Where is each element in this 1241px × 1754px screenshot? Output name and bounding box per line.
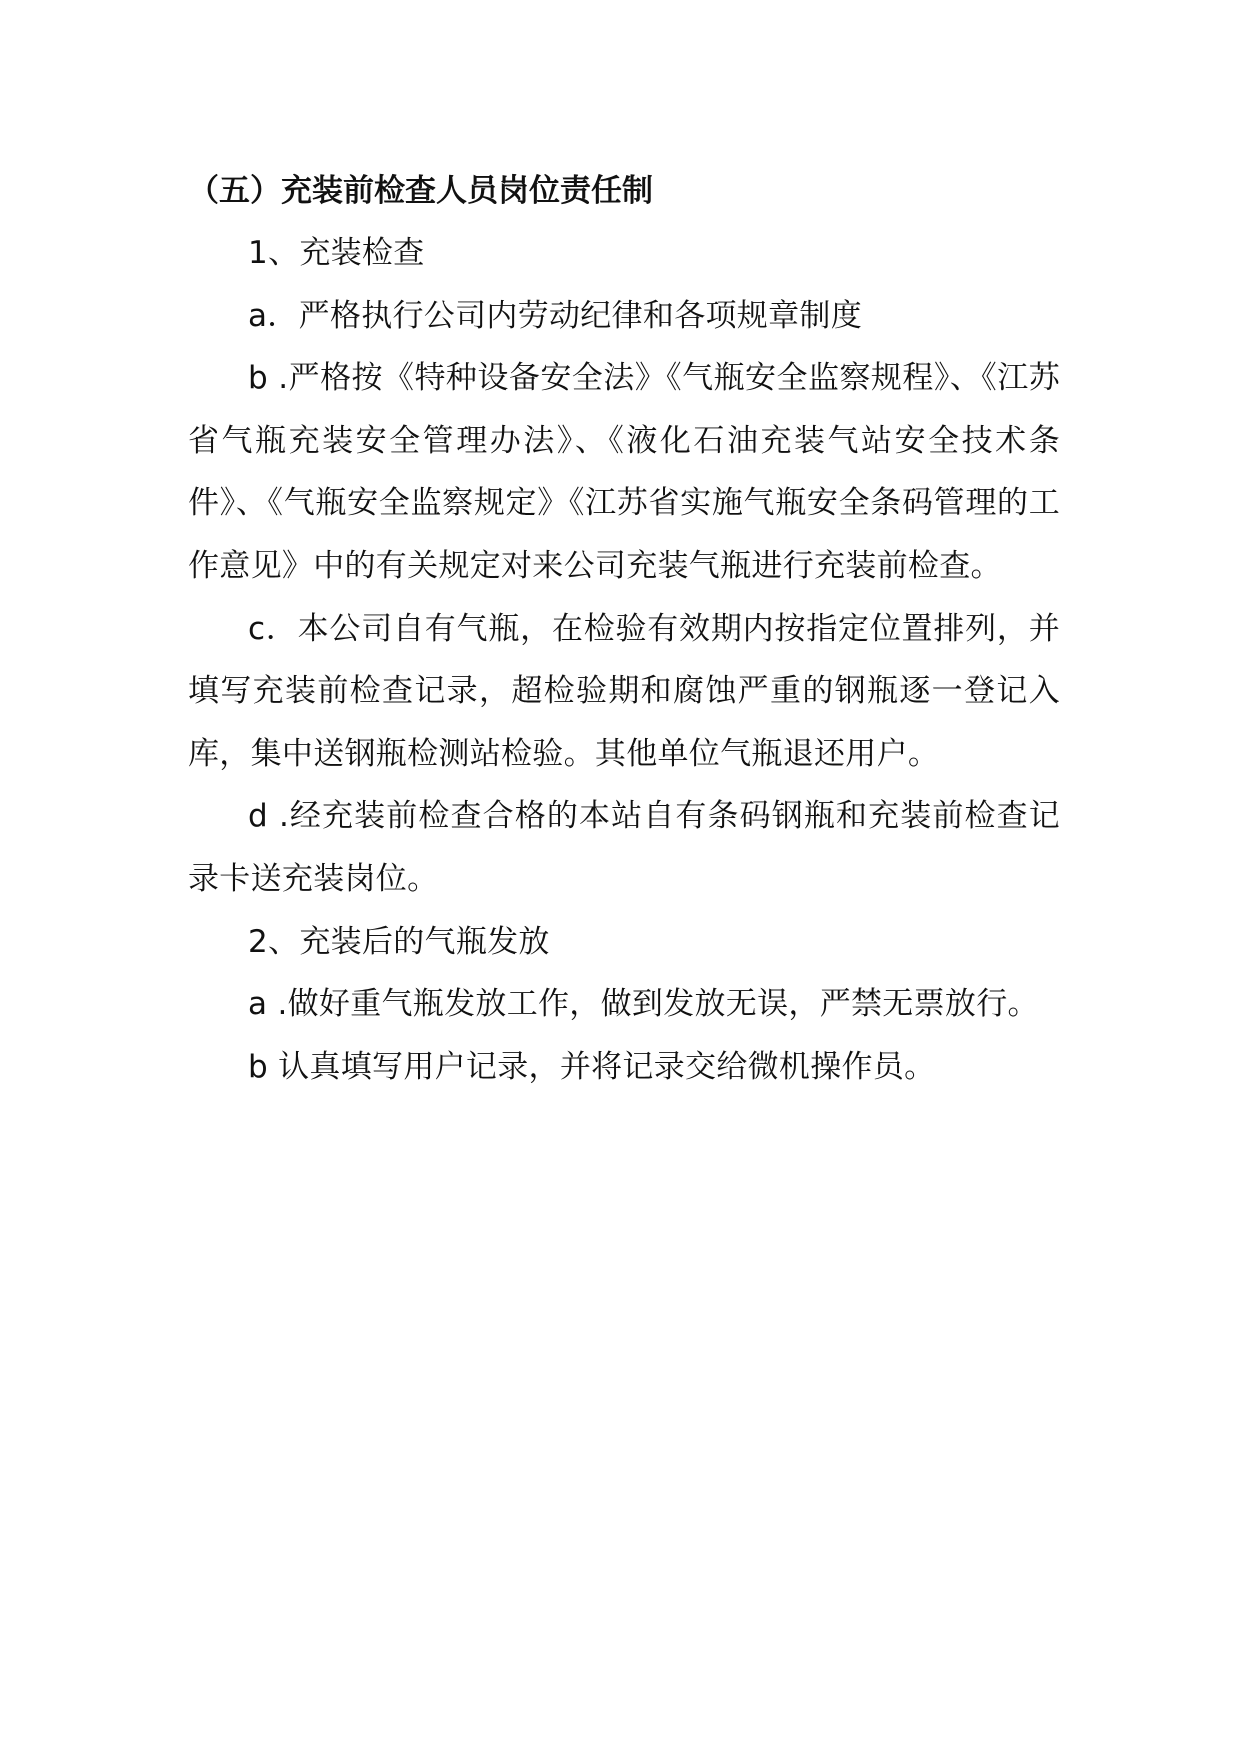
rule-paragraph-b: b .严格按《特种设备安全法》《气瓶安全监察规程》、《江苏省气瓶充装安全管理办法》、《液化石油充装气站安全技术条件》、《气瓶安全监察规定》《江苏省实施气瓶安全条码管理的工作意见》中的有关规定对来公司充装气瓶进行充装前检查。 — [188, 360, 1060, 584]
section-heading: （五）充装前检查人员岗位责任制 — [188, 173, 653, 209]
subsection-title-inspection: 1、充装检查 — [248, 235, 425, 271]
subsection-title-dispatch: 2、充装后的气瓶发放 — [248, 923, 550, 960]
document-page — [188, 160, 1060, 1098]
rule-paragraph-c: c．本公司自有气瓶，在检验有效期内按指定位置排列，并填写充装前检查记录，超检验期和腐蚀严重的钢瓶逐一登记入库，集中送钢瓶检测站检验。其他单位气瓶退还用户。 — [188, 610, 1060, 772]
rule-paragraph-d: d .经充装前检查合格的本站自有条码钢瓶和充装前检查记录卡送充装岗位。 — [188, 798, 1060, 897]
dispatch-paragraph-a: a .做好重气瓶发放工作，做到发放无误，严禁无票放行。 — [248, 986, 1039, 1023]
dispatch-paragraph-b: b 认真填写用户记录，并将记录交给微机操作员。 — [248, 1048, 936, 1085]
rule-paragraph-a: a．严格执行公司内劳动纪律和各项规章制度 — [248, 297, 862, 334]
